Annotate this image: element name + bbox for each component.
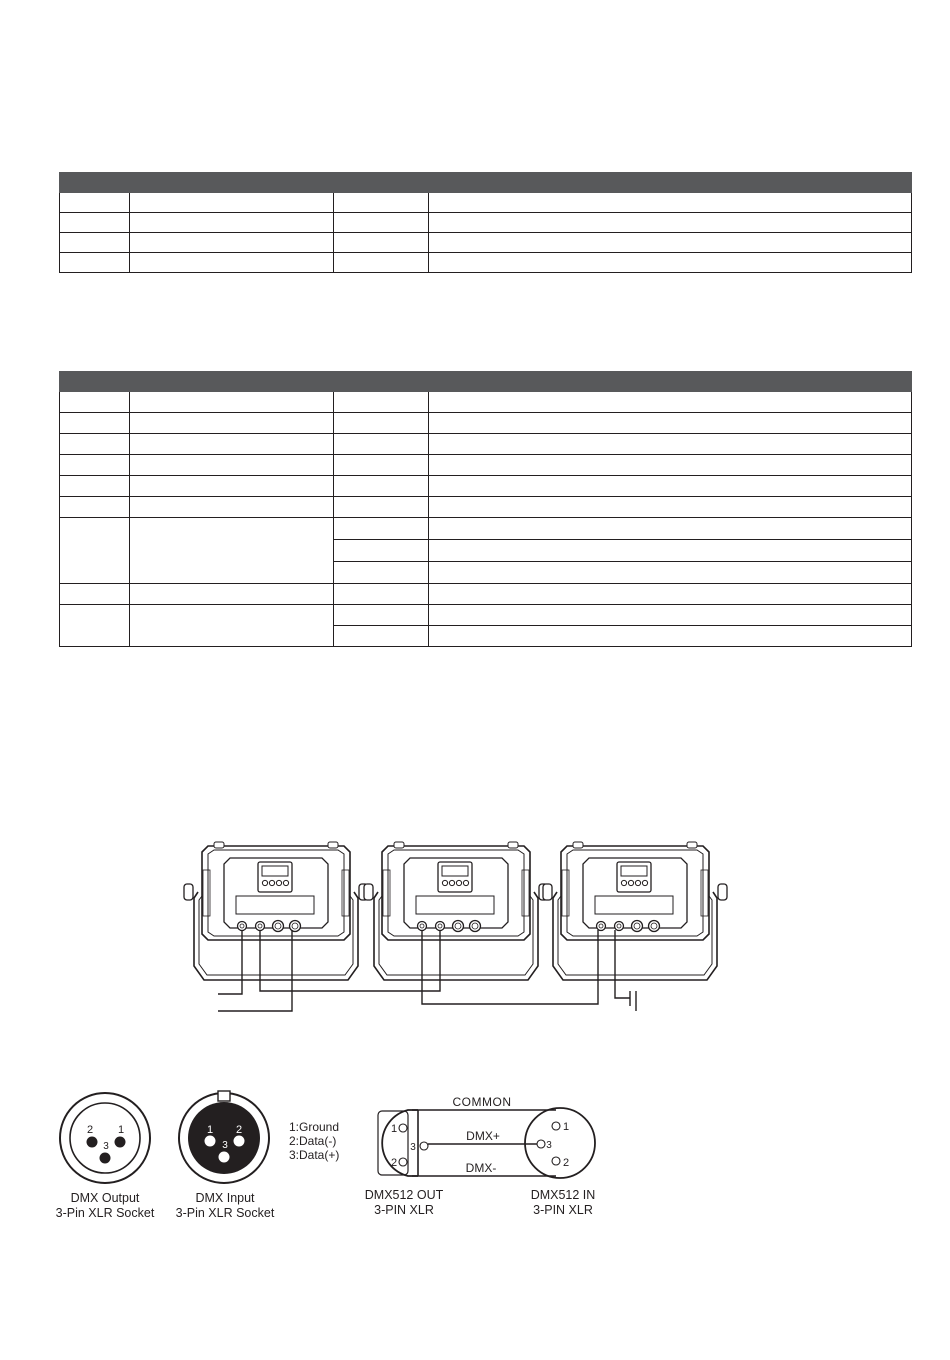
output-connector-subtitle: 3-Pin XLR Socket — [55, 1206, 155, 1220]
dmx-input-connector — [176, 1091, 275, 1220]
in-pin-label-3: 3 — [546, 1140, 552, 1151]
wire-label-common: COMMON — [452, 1095, 512, 1109]
pin-legend-data-plus: 3:Data(+) — [289, 1148, 340, 1162]
pin-1 — [205, 1136, 216, 1147]
dmx512-out-subtitle: 3-PIN XLR — [374, 1203, 434, 1217]
dmx512-out-title: DMX512 OUT — [364, 1188, 444, 1202]
pin-legend-data-minus: 2:Data(-) — [289, 1134, 337, 1148]
dmx512-in-title: DMX512 IN — [530, 1188, 596, 1202]
pin-3 — [219, 1152, 230, 1163]
pin-3 — [100, 1153, 111, 1164]
out-pin-label-1: 1 — [390, 1123, 398, 1135]
pin-label-1: 1 — [117, 1124, 125, 1136]
pin-2 — [87, 1137, 98, 1148]
cable-power — [218, 930, 292, 1011]
out-pin-label-2: 2 — [390, 1157, 398, 1169]
fixture-2 — [364, 842, 548, 980]
pin-1 — [115, 1137, 126, 1148]
pin-label-2: 2 — [235, 1124, 243, 1136]
dmx512-in-subtitle: 3-PIN XLR — [533, 1203, 593, 1217]
pin-label-3: 3 — [222, 1140, 228, 1151]
pin-2 — [234, 1136, 245, 1147]
wire-label-dmx-plus: DMX+ — [466, 1129, 500, 1143]
fixture-1 — [184, 842, 368, 980]
output-connector-title: DMX Output — [70, 1191, 140, 1205]
wire-label-dmx-minus: DMX- — [465, 1161, 497, 1175]
dmx-cables — [218, 930, 636, 1011]
input-connector-subtitle: 3-Pin XLR Socket — [175, 1206, 275, 1220]
input-connector-title: DMX Input — [195, 1191, 255, 1205]
pin-label-2: 2 — [86, 1124, 94, 1136]
pin-label-1: 1 — [206, 1124, 214, 1136]
in-plug-shell — [525, 1108, 595, 1178]
dmx512-wiring-diagram — [365, 1095, 596, 1217]
fixture-3 — [543, 842, 727, 980]
fixture-chain-diagram — [184, 842, 727, 1011]
in-pin-label-1: 1 — [562, 1121, 570, 1133]
pin-legend — [289, 1120, 339, 1162]
dmx-output-connector — [56, 1093, 155, 1220]
latch-notch — [218, 1091, 230, 1101]
in-pin-label-2: 2 — [562, 1157, 570, 1169]
pin-label-3: 3 — [103, 1141, 109, 1152]
out-pin-label-3: 3 — [410, 1142, 416, 1153]
pin-legend-ground: 1:Ground — [289, 1120, 340, 1134]
cable-link-2 — [422, 930, 598, 1004]
